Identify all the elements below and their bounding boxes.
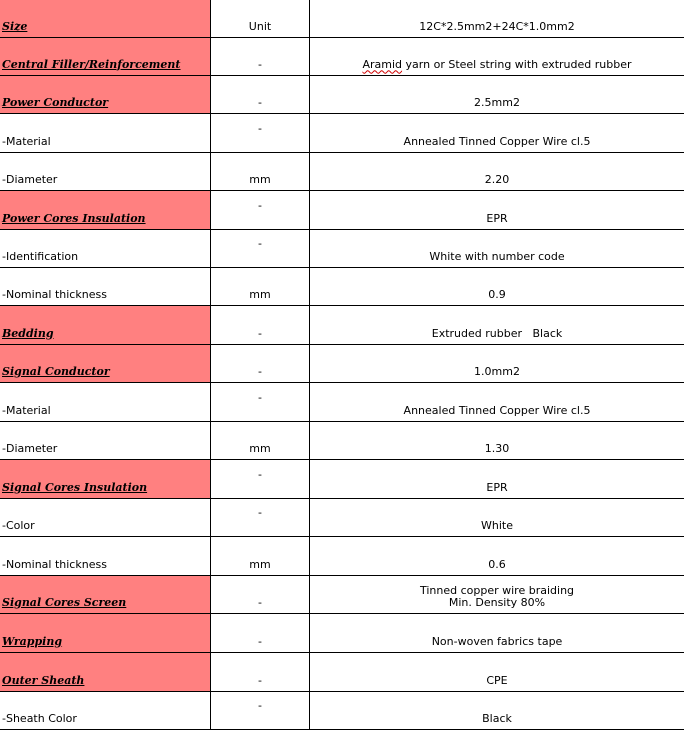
- row-unit[interactable]: -: [211, 305, 310, 344]
- row-name-color[interactable]: -Color: [0, 498, 211, 536]
- row-unit[interactable]: [211, 229, 310, 267]
- row-value[interactable]: [310, 575, 684, 613]
- row-unit[interactable]: mm: [211, 152, 310, 190]
- row-unit-text: -: [213, 391, 307, 405]
- row-value[interactable]: 2.5mm2: [310, 75, 684, 113]
- row-unit[interactable]: [211, 691, 310, 729]
- row-name-signal-conductor[interactable]: Signal Conductor: [0, 344, 211, 382]
- row-unit[interactable]: -: [211, 652, 310, 691]
- row-name-power-cores-insulation[interactable]: Power Cores Insulation: [0, 190, 211, 229]
- row-name-material[interactable]: -Material: [0, 382, 211, 421]
- row-unit[interactable]: -: [211, 613, 310, 652]
- row-unit-text: -: [213, 237, 307, 251]
- row-unit[interactable]: mm: [211, 267, 310, 305]
- row-value[interactable]: Annealed Tinned Copper Wire cl.5: [310, 113, 684, 152]
- row-value[interactable]: Non-woven fabrics tape: [310, 613, 684, 652]
- table-row: [0, 37, 684, 75]
- row-value[interactable]: White with number code: [310, 229, 684, 267]
- row-name-nominal-thickness[interactable]: -Nominal thickness: [0, 267, 211, 305]
- row-unit[interactable]: [211, 113, 310, 152]
- row-unit-text: -: [213, 506, 307, 520]
- row-value[interactable]: EPR: [310, 459, 684, 498]
- row-value[interactable]: 12C*2.5mm2+24C*1.0mm2: [310, 0, 684, 37]
- row-name-bedding[interactable]: Bedding: [0, 305, 211, 344]
- row-name-signal-cores-insulation[interactable]: Signal Cores Insulation: [0, 459, 211, 498]
- row-name-sheath-color[interactable]: -Sheath Color: [0, 691, 211, 729]
- row-value[interactable]: EPR: [310, 190, 684, 229]
- row-value[interactable]: [310, 37, 684, 75]
- row-name-size[interactable]: Size: [0, 0, 211, 37]
- row-unit-text: -: [213, 699, 307, 713]
- row-value[interactable]: CPE: [310, 652, 684, 691]
- row-unit-text: -: [213, 122, 307, 136]
- row-unit[interactable]: [211, 190, 310, 229]
- row-name-material[interactable]: -Material: [0, 113, 211, 152]
- row-unit[interactable]: [211, 459, 310, 498]
- row-unit-text: -: [213, 199, 307, 213]
- row-name-identification[interactable]: -Identification: [0, 229, 211, 267]
- row-name-outer-sheath[interactable]: Outer Sheath: [0, 652, 211, 691]
- table-row: [0, 152, 684, 190]
- table-row: [0, 613, 684, 652]
- row-value-rest: yarn or Steel string with extruded rubber: [402, 58, 631, 71]
- row-unit[interactable]: mm: [211, 421, 310, 459]
- table-row: [0, 75, 684, 113]
- table-row: [0, 691, 684, 729]
- row-value[interactable]: Black: [310, 691, 684, 729]
- row-name-wrapping[interactable]: Wrapping: [0, 613, 211, 652]
- table-row: [0, 536, 684, 575]
- row-value[interactable]: 1.0mm2: [310, 344, 684, 382]
- row-value[interactable]: White: [310, 498, 684, 536]
- table-row: [0, 382, 684, 421]
- table-row: [0, 575, 684, 613]
- table-row: [0, 421, 684, 459]
- row-value[interactable]: 0.9: [310, 267, 684, 305]
- row-value[interactable]: Annealed Tinned Copper Wire cl.5: [310, 382, 684, 421]
- row-value-line1: Tinned copper wire braiding: [312, 585, 682, 597]
- row-value[interactable]: 0.6: [310, 536, 684, 575]
- row-name-central-filler[interactable]: Central Filler/Reinforcement: [0, 37, 211, 75]
- row-value[interactable]: 2.20: [310, 152, 684, 190]
- table-row: [0, 344, 684, 382]
- row-unit[interactable]: -: [211, 575, 310, 613]
- row-unit[interactable]: -: [211, 37, 310, 75]
- row-unit[interactable]: [211, 498, 310, 536]
- table-row: [0, 113, 684, 152]
- row-unit[interactable]: Unit: [211, 0, 310, 37]
- row-name-diameter[interactable]: -Diameter: [0, 152, 211, 190]
- table-row: [0, 267, 684, 305]
- row-name-nominal-thickness[interactable]: -Nominal thickness: [0, 536, 211, 575]
- table-row: [0, 498, 684, 536]
- row-unit-text: -: [213, 468, 307, 482]
- row-unit[interactable]: mm: [211, 536, 310, 575]
- table-row: [0, 229, 684, 267]
- row-unit[interactable]: -: [211, 344, 310, 382]
- table-row: [0, 190, 684, 229]
- table-row: [0, 305, 684, 344]
- row-name-diameter[interactable]: -Diameter: [0, 421, 211, 459]
- row-name-power-conductor[interactable]: Power Conductor: [0, 75, 211, 113]
- row-value[interactable]: 1.30: [310, 421, 684, 459]
- table-row: [0, 652, 684, 691]
- row-value-line2: Min. Density 80%: [312, 597, 682, 609]
- spellcheck-word: Aramid: [363, 58, 403, 71]
- row-unit[interactable]: -: [211, 75, 310, 113]
- row-unit[interactable]: [211, 382, 310, 421]
- row-value[interactable]: Extruded rubber Black: [310, 305, 684, 344]
- table-row: [0, 459, 684, 498]
- row-name-signal-cores-screen[interactable]: Signal Cores Screen: [0, 575, 211, 613]
- table-row: [0, 0, 684, 37]
